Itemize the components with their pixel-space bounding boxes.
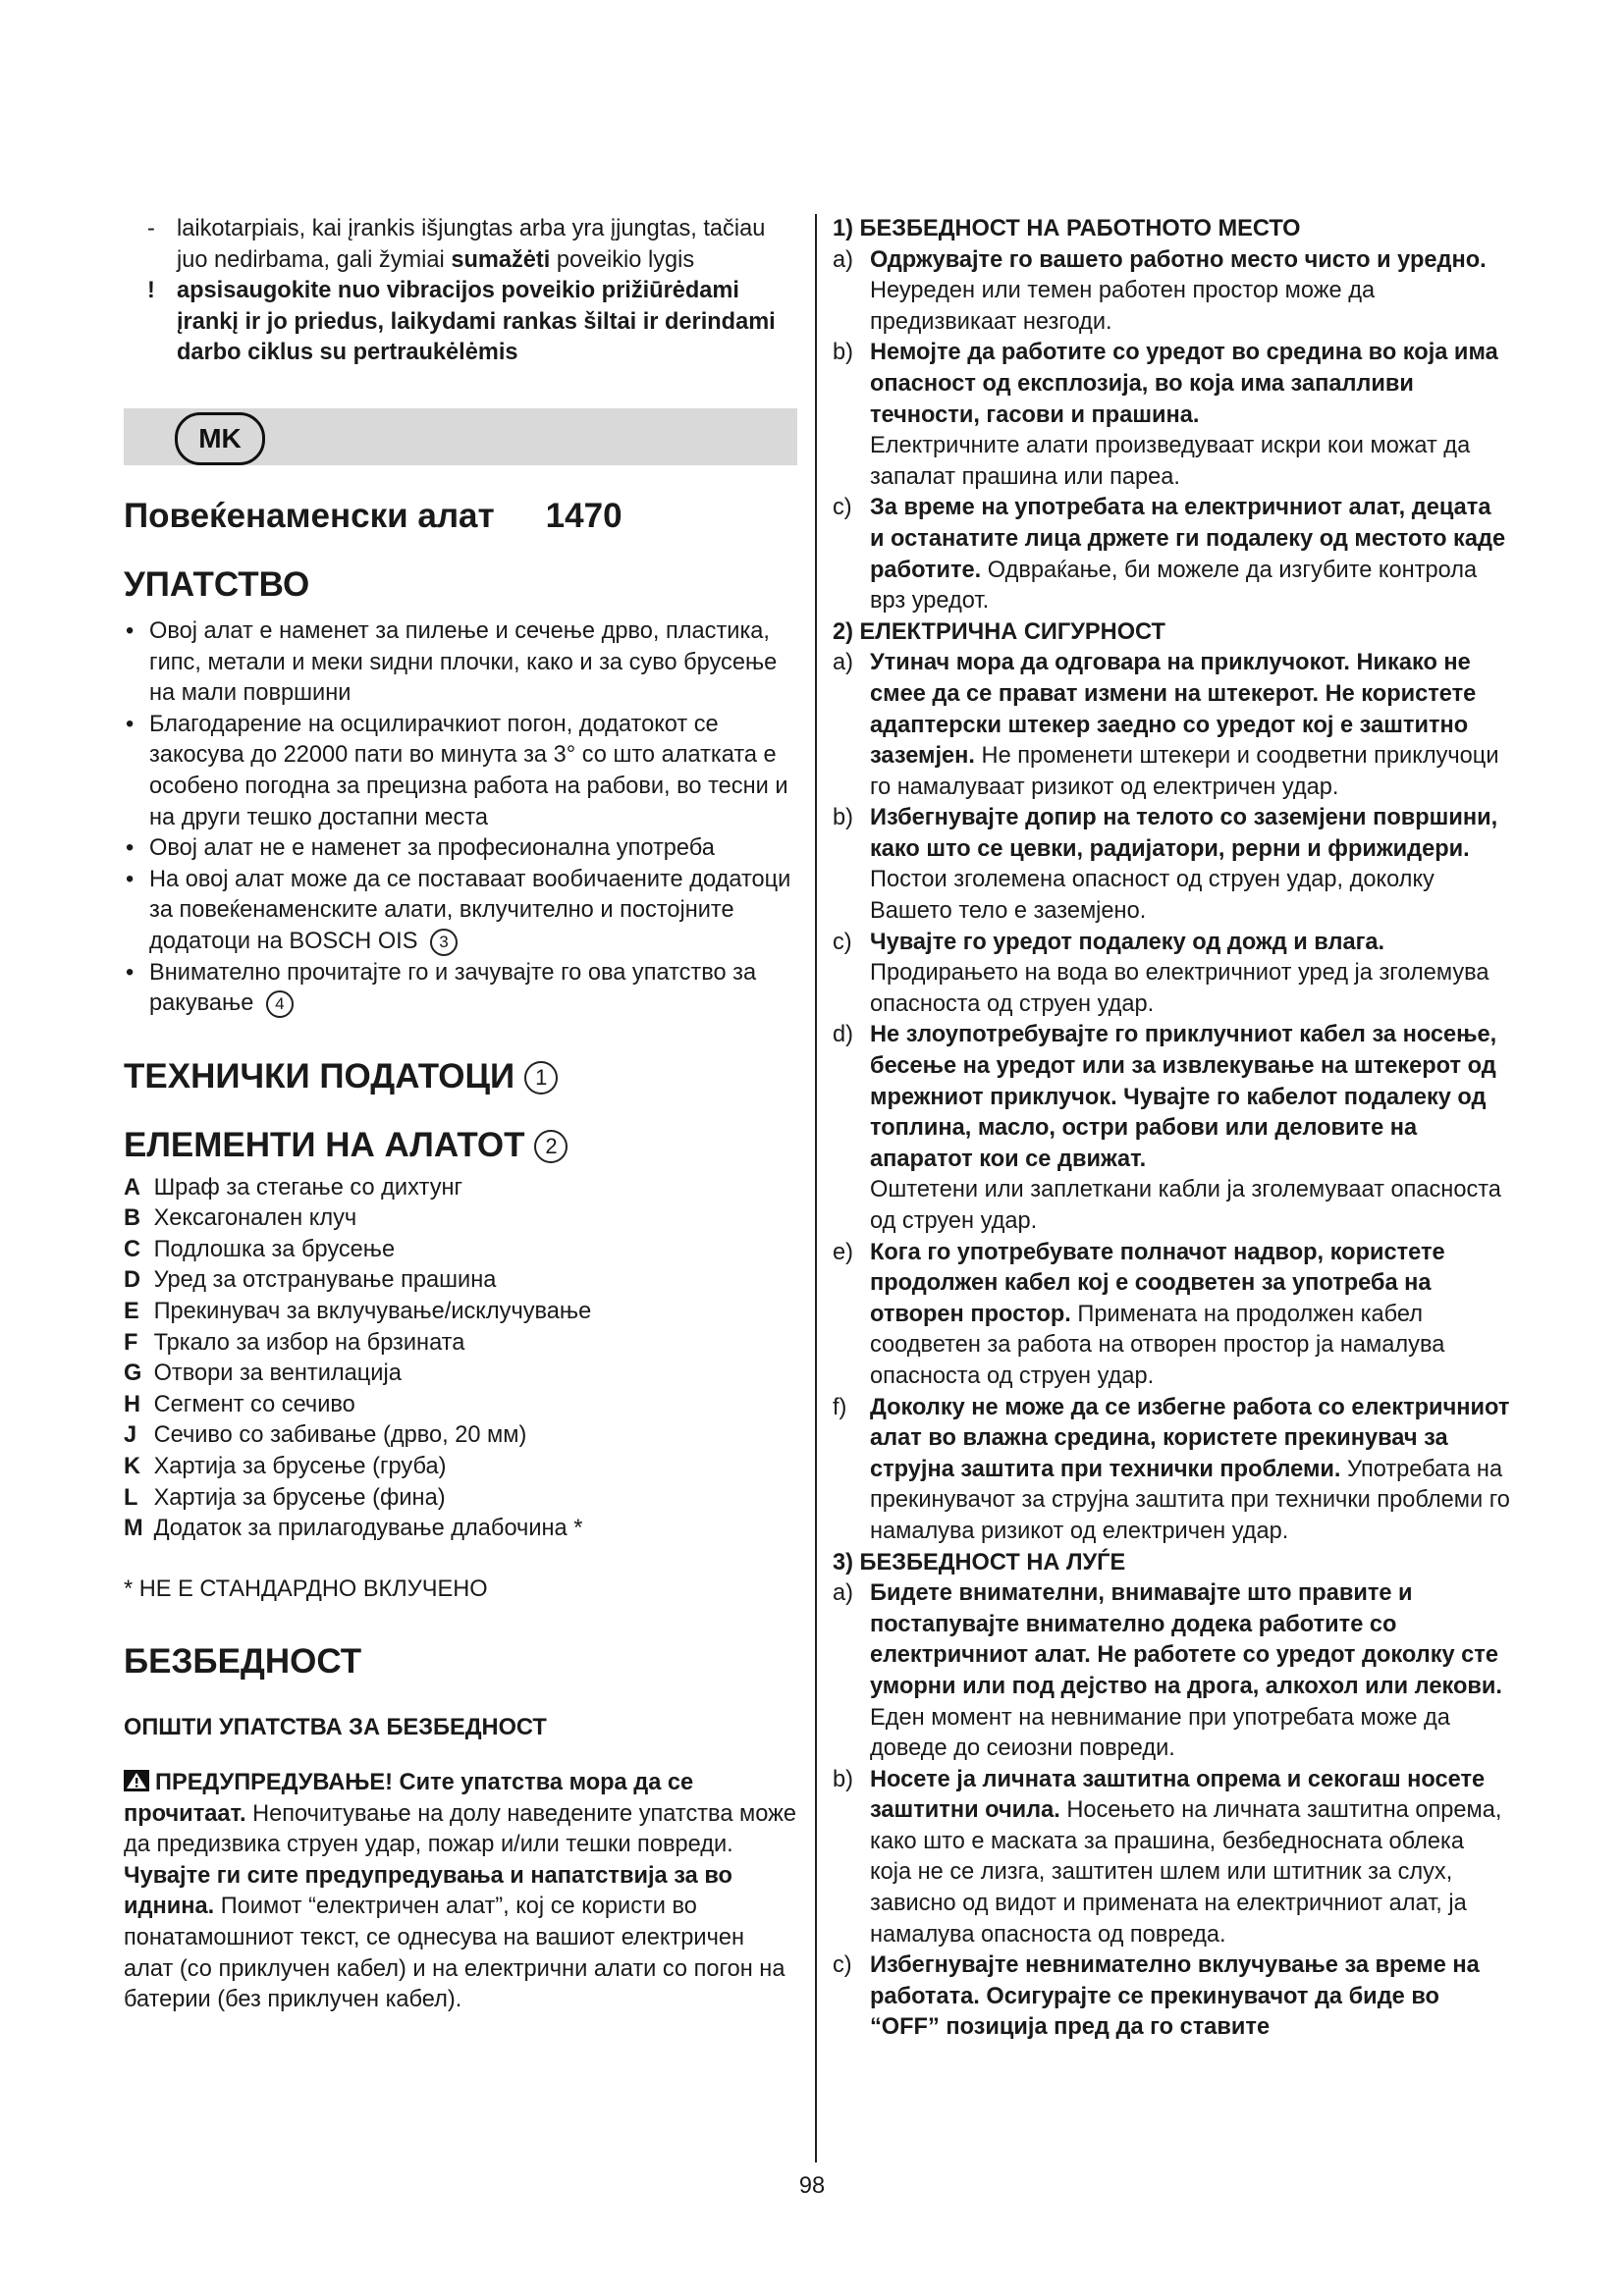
section-heading-personal: 3) БЕЗБЕДНОСТ НА ЛУЃЕ — [833, 1549, 1126, 1575]
element-label: Хексагонален клуч — [153, 1205, 357, 1232]
item-bold-text: Доколку не може да се избегне работа со електричниот алат во влажна средина, користете прекинувач за струјна заштита при технички проблеми. — [870, 1394, 1510, 1482]
list-item — [124, 1483, 797, 1515]
item-letter: b) — [833, 805, 853, 831]
item-letter: d) — [833, 1022, 853, 1048]
item-text: Примената на продолжен кабел соодветен за работа на отворен простор ја намалува опасноста од струен удар. — [870, 1301, 1445, 1389]
bullet-icon: • — [126, 866, 135, 892]
element-letter: A — [124, 1174, 141, 1201]
element-letter: G — [124, 1361, 142, 1387]
list-item — [833, 493, 1510, 616]
warning-triangle-icon — [124, 1770, 149, 1791]
item-text: Употребата на прекинувачот за струјна заштита при технички проблеми го намалува ризикот од електричен удар. — [870, 1456, 1510, 1544]
element-label: Хартија за брусење (фина) — [153, 1484, 446, 1511]
list-item — [833, 1578, 1510, 1765]
figure-ref-badge: 1 — [524, 1061, 558, 1095]
list-item — [833, 1765, 1510, 1951]
warning-keep-text: Чувајте ги сите предупредувања и напатствија за во иднина. — [124, 1862, 732, 1920]
page-number: 98 — [798, 2173, 826, 2199]
element-label: Хартија за брусење (груба) — [153, 1454, 447, 1480]
list-item — [833, 1393, 1510, 1548]
bullet-text: Овој алат не е наменет за професионална употреба — [149, 835, 715, 862]
bullet-icon: • — [126, 835, 135, 862]
bullet-icon: • — [126, 711, 135, 737]
item-letter: c) — [833, 1952, 852, 1979]
element-label: Отвори за вентилација — [153, 1361, 402, 1387]
lt-dash-item — [124, 214, 797, 276]
element-letter: B — [124, 1205, 141, 1232]
tech-data-heading — [124, 1055, 797, 1098]
list-item — [833, 245, 1510, 339]
dash-marker: - — [147, 216, 155, 241]
intro-bullet-list — [124, 616, 797, 1020]
warning-lead-text: ПРЕДУПРЕДУВАЊЕ! Сите упатства мора да се прочитаат. — [124, 1770, 694, 1827]
item-letter: b) — [833, 340, 853, 366]
item-bold-text: Бидете внимателни, внимавајте што правите и постапувајте внимателно додека работите со електричниот алат. Не работете со уредот доколку сте уморни или под дејство на дрога, алкохол или лекови. — [870, 1580, 1502, 1699]
item-letter: a) — [833, 1580, 853, 1607]
list-item — [124, 710, 797, 833]
item-text: Не променети штекери и соодветни приклучоци го намалуваат ризикот од електричен удар. — [870, 743, 1499, 800]
tech-data-heading-text: ТЕХНИЧКИ ПОДАТОЦИ — [124, 1056, 515, 1095]
element-label: Додаток за прилагодување длабочина * — [153, 1516, 583, 1542]
item-bold-text: За време на употребата на електричниот алат, децата и останатите лица држете ги подалеку од местото каде работите. — [870, 495, 1506, 583]
bullet-text: Овој алат е наменет за пилење и сечење дрво, пластика, гипс, метали и меки sидни плочки, како и за суво брусење на мали површини — [149, 617, 778, 707]
item-text: Продирањето на вода во електричниот уред ја зголемува опасноста од струен удар. — [870, 960, 1489, 1017]
list-item — [124, 616, 797, 710]
item-letter: c) — [833, 929, 852, 955]
list-item — [833, 1020, 1510, 1237]
item-text: Електричните алати произведуваат искри кои можат да запалат прашина или пареа. — [870, 433, 1471, 490]
language-band — [124, 408, 797, 465]
item-text: Носењето на личната заштитна опрема, како што е маската за прашина, безбедносната облека која не се лизга, заштитен шлем или штитник за слух, зависно од видот и примената на електричниот алат, ја намалува опасноста од повреда. — [870, 1797, 1502, 1948]
element-label: Прекинувач за вклучување/исклучување — [153, 1299, 592, 1325]
element-label: Уред за отстранување прашина — [153, 1267, 497, 1294]
element-label: Тркало за избор на брзината — [153, 1329, 465, 1356]
list-item — [124, 1359, 797, 1390]
element-letter: E — [124, 1299, 139, 1325]
list-item — [124, 1452, 797, 1483]
item-bold-text: Избегнувајте допир на телото со заземјени површини, како што се цевки, радијатори, рерни и фрижидери. — [870, 805, 1498, 862]
element-letter: L — [124, 1484, 138, 1511]
left-column — [124, 214, 797, 2016]
element-label: Сегмент со сечиво — [153, 1391, 355, 1417]
element-letter: M — [124, 1516, 143, 1542]
safety-warning-paragraph — [124, 1768, 797, 2016]
item-bold-text: Немојте да работите со уредот во средина во која има опасност од експлозија, во која има запалливи течности, гасови и прашина. — [870, 340, 1498, 428]
item-text: Неуреден или темен работен простор може да предизвикаат незгоди. — [870, 278, 1376, 335]
list-item — [124, 958, 797, 1020]
not-included-note: * НЕ Е СТАНДАРДНО ВКЛУЧЕНО — [124, 1575, 488, 1602]
lt-text-end: poveikio lygis — [550, 246, 695, 273]
right-column — [833, 214, 1510, 2044]
warning-definition-text: Поимот “електричен алат”, кој се користи во понатамошниот текст, се однесува на вашиот електричен алат (со приклучен кабел) и на електрични алати со погон на батерии (без приклучен кабел). — [124, 1894, 785, 2013]
bullet-text: Благодарение на осцилирачкиот погон, додатокот се закосува до 22000 пати во минута за 3° со што алатката е особено погодна за прецизна работа на рабови, во тесни и на други тешко достапни места — [149, 711, 788, 830]
item-letter: a) — [833, 246, 853, 273]
bullet-text: Внимателно прочитајте го и зачувајте го ова упатство за ракување — [149, 959, 757, 1017]
language-badge: MK — [175, 412, 265, 465]
item-letter: c) — [833, 495, 852, 521]
item-bold-text: Носете ја личната заштитна опрема и секогаш носете заштитни очила. — [870, 1766, 1486, 1824]
list-item — [833, 1950, 1510, 2044]
list-item — [124, 1328, 797, 1360]
element-letter: H — [124, 1391, 141, 1417]
item-bold-text: Чувајте го уредот подалеку од дожд и влага. — [870, 929, 1385, 955]
lt-warning-text: apsisaugokite nuo vibracijos poveikio prižiūrėdami įrankį ir jo priedus, laikydami rankas šiltai ir derindami darbo ciklus su pertraukėlėmis — [177, 278, 776, 366]
list-item — [124, 1297, 797, 1328]
element-letter: C — [124, 1236, 141, 1262]
item-text: Еден момент на невнимание при употребата може да доведе до сеиозни повреди. — [870, 1704, 1450, 1762]
item-letter: f) — [833, 1394, 847, 1420]
item-bold-text: Кога го употребувате полначот надвор, користете продолжен кабел кој е соодветен за употреба на отворен простор. — [870, 1239, 1445, 1327]
tool-elements-heading-text: ЕЛЕМЕНТИ НА АЛАТОТ — [124, 1125, 525, 1164]
list-item — [124, 1514, 797, 1545]
bullet-text: На овој алат може да се поставаат вообичаените додатоци за повеќенаменските алати, вклучително и постојните додатоци на BOSCH OIS — [149, 866, 791, 954]
lt-warning-item — [124, 276, 797, 369]
item-text: Одвраќање, би можеле да изгубите контрола врз уредот. — [870, 557, 1478, 614]
item-letter: a) — [833, 650, 853, 676]
item-text: Постои зголемена опасност од струен удар, доколку Вашето тело е заземјено. — [870, 867, 1435, 925]
list-item — [833, 338, 1510, 493]
element-letter: D — [124, 1267, 141, 1294]
element-label: Шраф за стегање со дихтунг — [153, 1174, 463, 1201]
figure-ref-badge: 4 — [266, 990, 294, 1018]
list-item — [833, 803, 1510, 927]
item-bold-text: Не злоупотребувајте го приклучниот кабел за носење, бесење на уредот или за извлекување на штекерот од мрежниот приклучок. Чувајте го кабелот подалеку од топлина, масло, остри рабови или деловите на апаратот кои се движат. — [870, 1022, 1497, 1172]
lt-text: laikotarpiais, kai įrankis išjungtas arba yra įjungtas, tačiau juo nedirbama, gali žymiai — [177, 216, 766, 273]
exclamation-marker: ! — [147, 278, 155, 304]
list-item — [124, 1390, 797, 1421]
product-number: 1470 — [545, 496, 623, 535]
list-item — [124, 865, 797, 958]
item-bold-text: Утинач мора да одговара на приклучокот. Никако не смее да се прават измени на штекерот. Не користете адаптерски штекер заедно со уредот кој е заштитно заземјен. — [870, 650, 1477, 770]
element-letter: F — [124, 1329, 138, 1356]
lt-bold-word: sumažėti — [451, 246, 551, 273]
instructions-heading: УПАТСТВО — [124, 564, 310, 604]
element-letter: J — [124, 1422, 137, 1449]
element-letter: K — [124, 1454, 141, 1480]
product-name: Повеќенаменски алат — [124, 496, 495, 535]
list-item — [124, 1235, 797, 1266]
figure-ref-badge: 3 — [430, 929, 458, 956]
item-bold-text: Одржувајте го вашето работно место чисто и уредно. — [870, 246, 1487, 273]
tool-elements-heading — [124, 1124, 797, 1167]
section-heading-electrical: 2) ЕЛЕКТРИЧНА СИГУРНОСТ — [833, 618, 1165, 645]
element-label: Сечиво со забивање (дрво, 20 мм) — [153, 1422, 527, 1449]
bullet-icon: • — [126, 617, 135, 644]
section-heading-workplace: 1) БЕЗБЕДНОСТ НА РАБОТНОТО МЕСТО — [833, 216, 1301, 241]
item-bold-text: Избегнувајте невнимателно вклучување за време на работата. Осигурајте се прекинувачот да биде во “OFF” позиција пред да го ставите — [870, 1952, 1480, 2041]
column-divider — [815, 214, 817, 2163]
list-item — [124, 1203, 797, 1235]
item-letter: b) — [833, 1766, 853, 1792]
list-item — [124, 833, 797, 865]
product-title — [124, 495, 797, 538]
tool-elements-list — [124, 1173, 797, 1545]
list-item — [124, 1420, 797, 1452]
safety-heading: БЕЗБЕДНОСТ — [124, 1642, 362, 1682]
list-item — [833, 648, 1510, 803]
item-text: Оштетени или заплеткани кабли ја зголемуваат опасноста од струен удар. — [870, 1177, 1501, 1234]
bullet-icon: • — [126, 959, 135, 986]
list-item — [124, 1265, 797, 1297]
element-label: Подлошка за брусење — [153, 1236, 396, 1262]
list-item — [124, 1173, 797, 1204]
general-safety-heading: ОПШТИ УПАТСТВА ЗА БЕЗБЕДНОСТ — [124, 1715, 547, 1741]
warning-text: Непочитување на долу наведените упатства може да предизвика струен удар, пожар и/или тешки повреди. — [124, 1800, 796, 1858]
item-letter: e) — [833, 1239, 853, 1265]
figure-ref-badge: 2 — [534, 1130, 568, 1163]
list-item — [833, 928, 1510, 1021]
list-item — [833, 1238, 1510, 1393]
